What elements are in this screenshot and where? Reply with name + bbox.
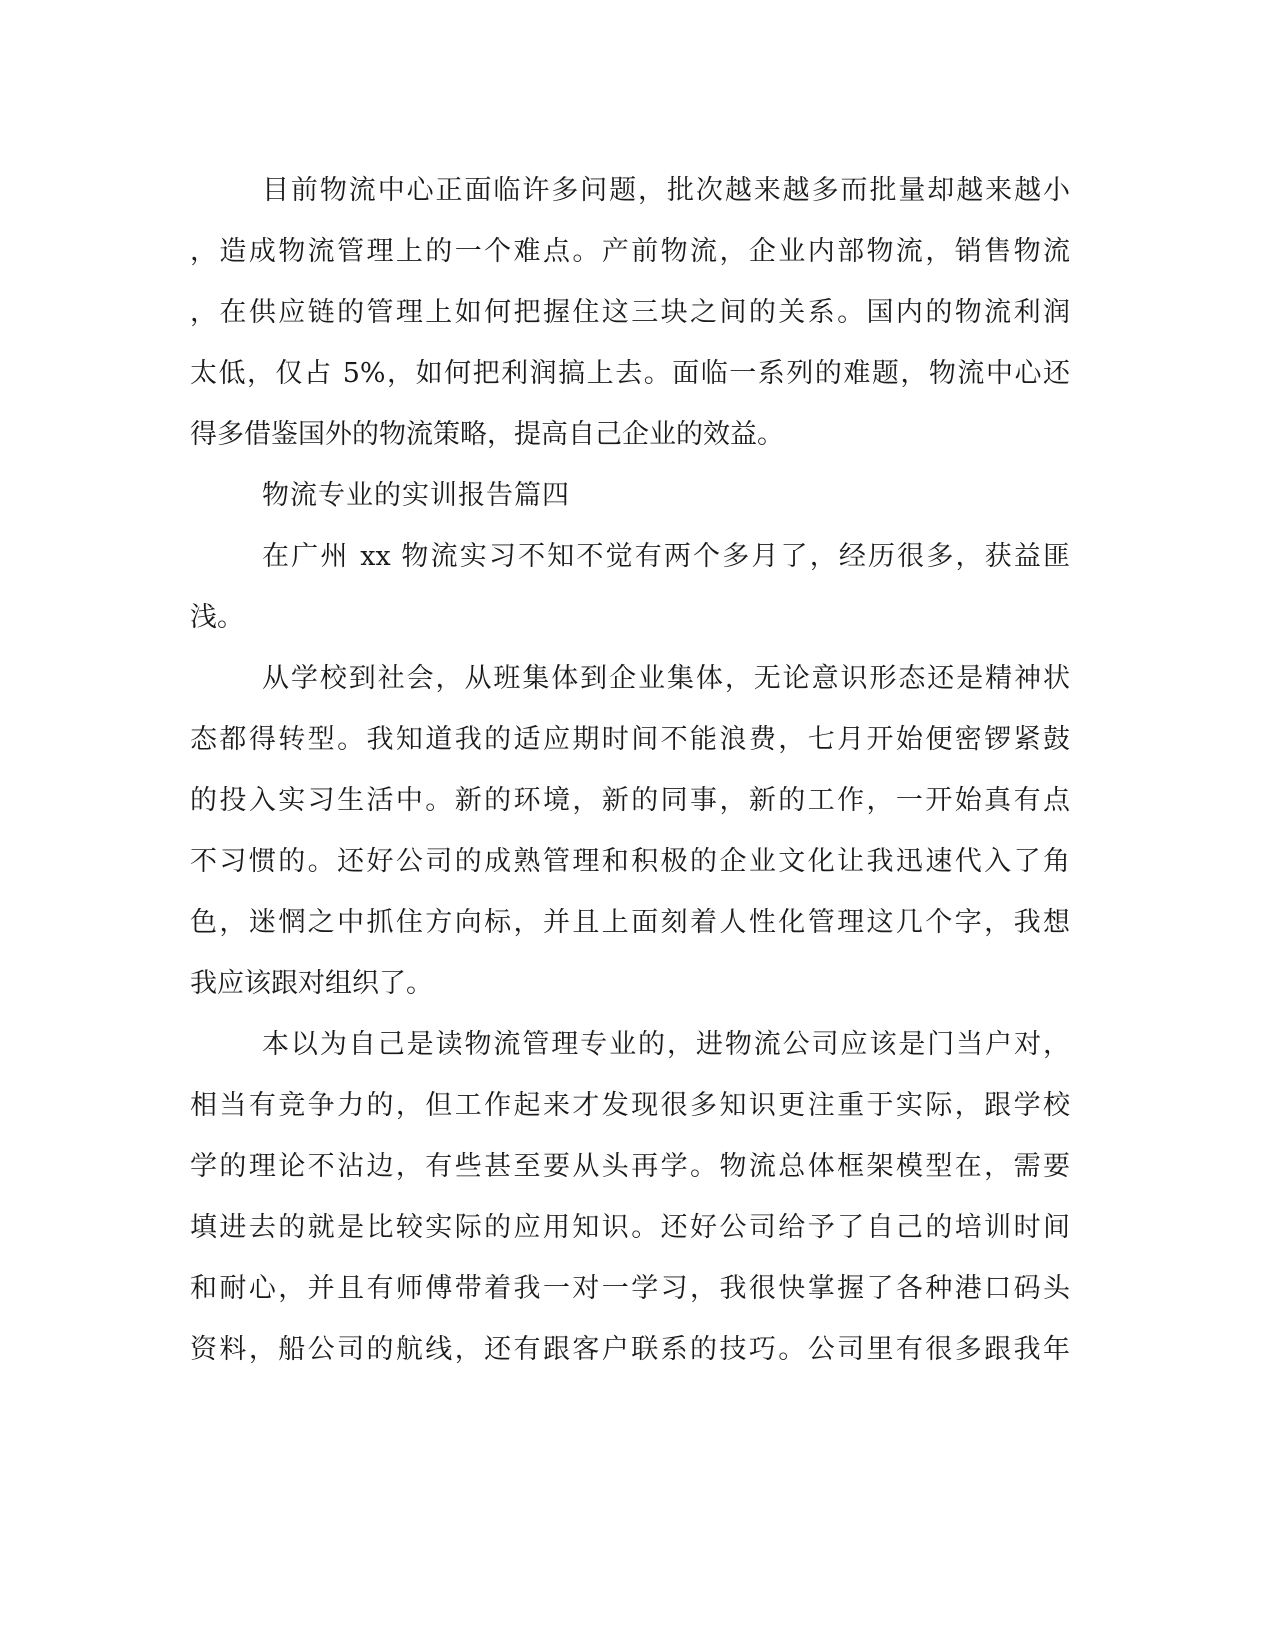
paragraph-line: 填进去的就是比较实际的应用知识。还好公司给予了自己的培训时间 bbox=[190, 1212, 1070, 1243]
paragraph-line: 色，迷惘之中抓住方向标，并且上面刻着人性化管理这几个字，我想 bbox=[190, 907, 1070, 938]
paragraph-line: 太低，仅占 5%，如何把利润搞上去。面临一系列的难题，物流中心还 bbox=[190, 358, 1070, 389]
paragraph-line: 相当有竞争力的，但工作起来才发现很多知识更注重于实际，跟学校 bbox=[190, 1090, 1070, 1121]
document-body bbox=[190, 160, 1070, 1380]
paragraph-line: 的投入实习生活中。新的环境，新的同事，新的工作，一开始真有点 bbox=[190, 785, 1070, 816]
paragraph-line: ，在供应链的管理上如何把握住这三块之间的关系。国内的物流利润 bbox=[190, 297, 1070, 328]
section-heading: 物流专业的实训报告篇四 bbox=[262, 480, 570, 511]
paragraph-line: 不习惯的。还好公司的成熟管理和积极的企业文化让我迅速代入了角 bbox=[190, 846, 1070, 877]
paragraph-line: 态都得转型。我知道我的适应期时间不能浪费，七月开始便密锣紧鼓 bbox=[190, 724, 1070, 755]
paragraph-line: 从学校到社会，从班集体到企业集体，无论意识形态还是精神状 bbox=[262, 663, 1070, 694]
paragraph-line: 本以为自己是读物流管理专业的，进物流公司应该是门当户对， bbox=[262, 1029, 1070, 1060]
paragraph-line: 得多借鉴国外的物流策略，提高自己企业的效益。 bbox=[190, 419, 784, 450]
paragraph-line: ，造成物流管理上的一个难点。产前物流，企业内部物流，销售物流 bbox=[190, 236, 1070, 267]
paragraph-line: 浅。 bbox=[190, 602, 244, 633]
paragraph-line: 在广州 xx 物流实习不知不觉有两个多月了，经历很多，获益匪 bbox=[262, 541, 1070, 572]
paragraph-line: 学的理论不沾边，有些甚至要从头再学。物流总体框架模型在，需要 bbox=[190, 1151, 1070, 1182]
paragraph-line: 资料，船公司的航线，还有跟客户联系的技巧。公司里有很多跟我年 bbox=[190, 1334, 1070, 1365]
paragraph-line: 和耐心，并且有师傅带着我一对一学习，我很快掌握了各种港口码头 bbox=[190, 1273, 1070, 1304]
paragraph-line: 我应该跟对组织了。 bbox=[190, 968, 433, 999]
paragraph-line: 目前物流中心正面临许多问题，批次越来越多而批量却越来越小 bbox=[262, 175, 1070, 206]
